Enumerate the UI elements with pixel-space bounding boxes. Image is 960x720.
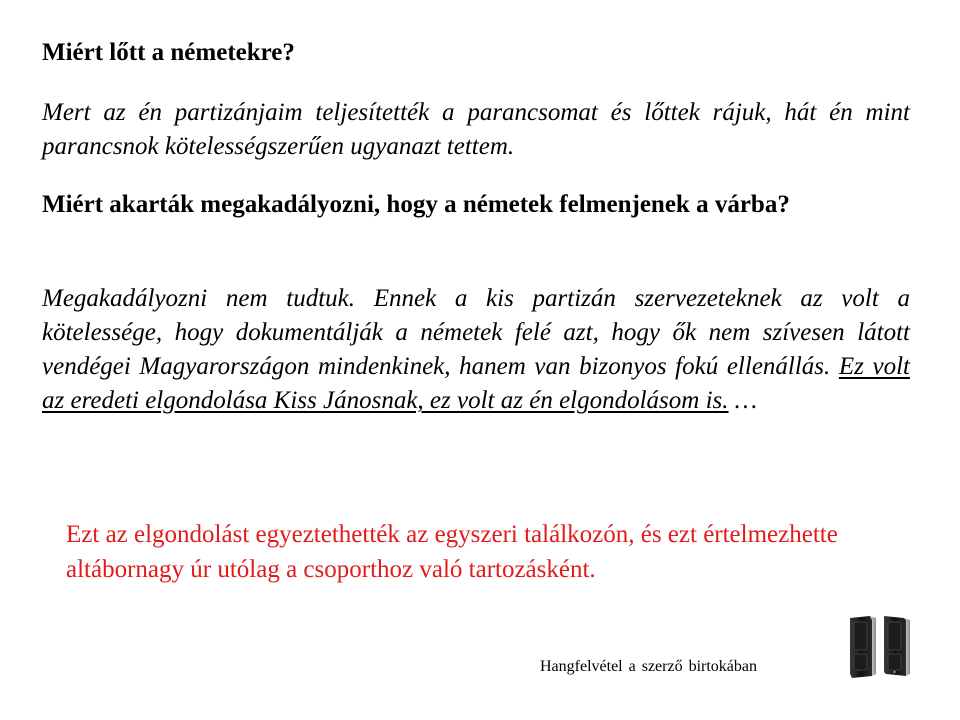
answer-2-ellipsis: … (728, 387, 757, 414)
speakers-icon[interactable] (846, 612, 912, 680)
answer-2-text: Megakadályozni nem tudtuk. Ennek a kis partizán szervezeteknek az volt a kötelessége, hogy dokumentálják a németek felé azt, hogy ők nem szívesen látott vendégei Magyarországon mindenkinek, hanem van bizonyos fokú ellenállás. (42, 285, 910, 380)
question-1: Miért lőtt a németekre? (42, 39, 295, 66)
audio-source-caption: Hangfelvétel a szerző birtokában (540, 658, 758, 675)
answer-2 (42, 282, 910, 418)
question-2: Miért akarták megakadályozni, hogy a németek felmenjenek a várba? (42, 191, 790, 218)
answer-2-underlined-quote: Ez volt az eredeti elgondolása Kiss Jánosnak, ez volt az én elgondolásom is. (42, 353, 910, 414)
answer-1: Mert az én partizánjaim teljesítették a parancsomat és lőttek rájuk, hát én mint parancsnok kötelességszerűen ugyanazt tettem. (42, 99, 910, 160)
red-note: Ezt az elgondolást egyeztethették az egyszeri találkozón, és ezt értelmezhette altábornagy úr utólag a csoporthoz való tartozásként. (66, 521, 838, 583)
